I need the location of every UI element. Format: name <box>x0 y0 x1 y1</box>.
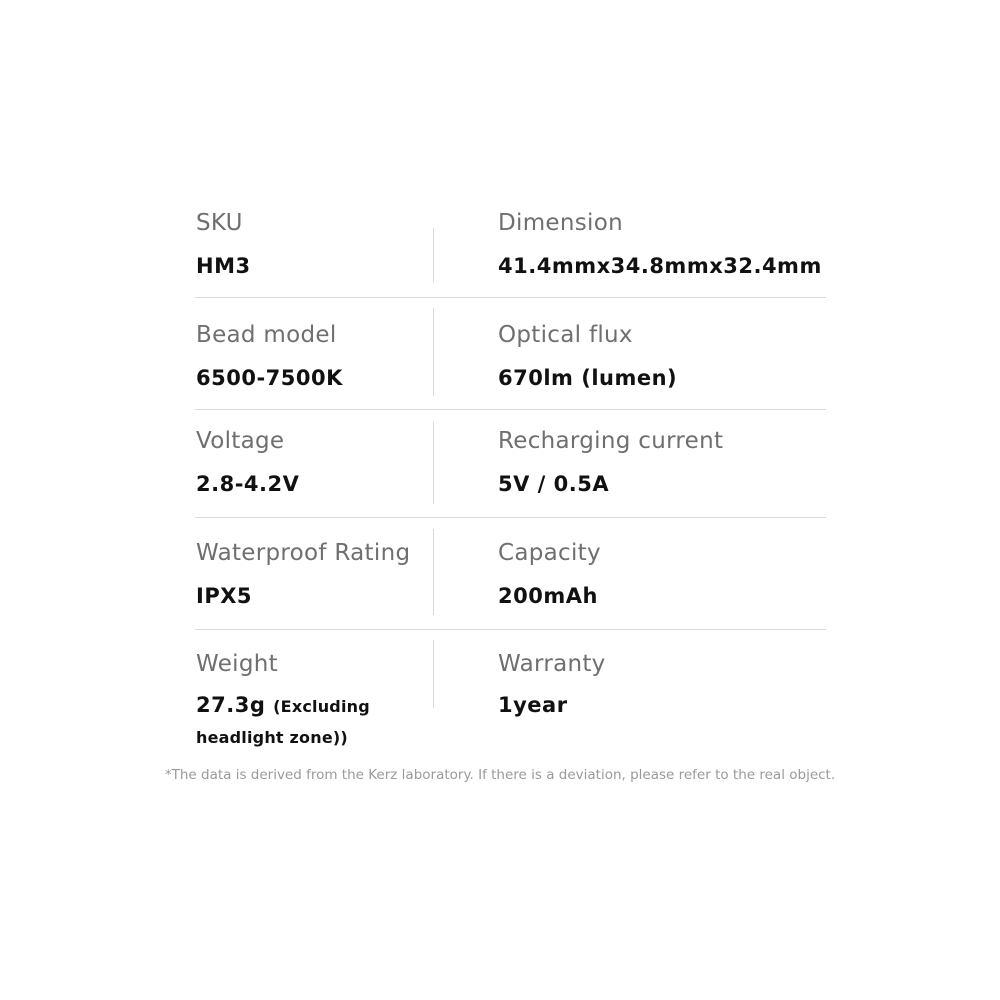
column-divider <box>433 308 434 396</box>
spec-label: Optical flux <box>498 322 633 348</box>
spec-value: 5V / 0.5A <box>498 472 610 496</box>
spec-value: 200mAh <box>498 584 598 608</box>
column-divider <box>433 422 434 504</box>
spec-label: Dimension <box>498 210 623 236</box>
spec-label: Recharging current <box>498 428 724 454</box>
spec-value: IPX5 <box>196 584 253 608</box>
spec-row-sku <box>195 188 826 298</box>
weight-number: 27.3g <box>196 693 266 717</box>
spec-value: 1year <box>498 693 568 717</box>
spec-row-waterproof <box>195 518 826 630</box>
spec-value: 6500-7500K <box>196 366 343 390</box>
column-divider <box>433 640 434 708</box>
spec-label: Warranty <box>498 651 606 677</box>
spec-label: Weight <box>196 651 278 677</box>
spec-label: SKU <box>196 210 243 236</box>
weight-note-line2: headlight zone)) <box>196 728 348 747</box>
spec-value: 670lm (lumen) <box>498 366 678 390</box>
spec-value: HM3 <box>196 254 251 278</box>
spec-value-weight <box>196 693 370 717</box>
spec-label: Bead model <box>196 322 337 348</box>
spec-value: 2.8-4.2V <box>196 472 300 496</box>
spec-row-bead-model <box>195 298 826 410</box>
spec-table <box>195 188 826 760</box>
spec-value: 41.4mmx34.8mmx32.4mm <box>498 254 822 278</box>
spec-label: Waterproof Rating <box>196 540 411 566</box>
column-divider <box>433 529 434 615</box>
spec-row-voltage <box>195 410 826 518</box>
spec-row-weight <box>195 630 826 760</box>
column-divider <box>433 228 434 282</box>
weight-note-line1: (Excluding <box>273 697 370 716</box>
disclaimer-footnote: *The data is derived from the Kerz laboratory. If there is a deviation, please refer to the real object. <box>164 767 836 783</box>
spec-label: Capacity <box>498 540 601 566</box>
spec-label: Voltage <box>196 428 285 454</box>
